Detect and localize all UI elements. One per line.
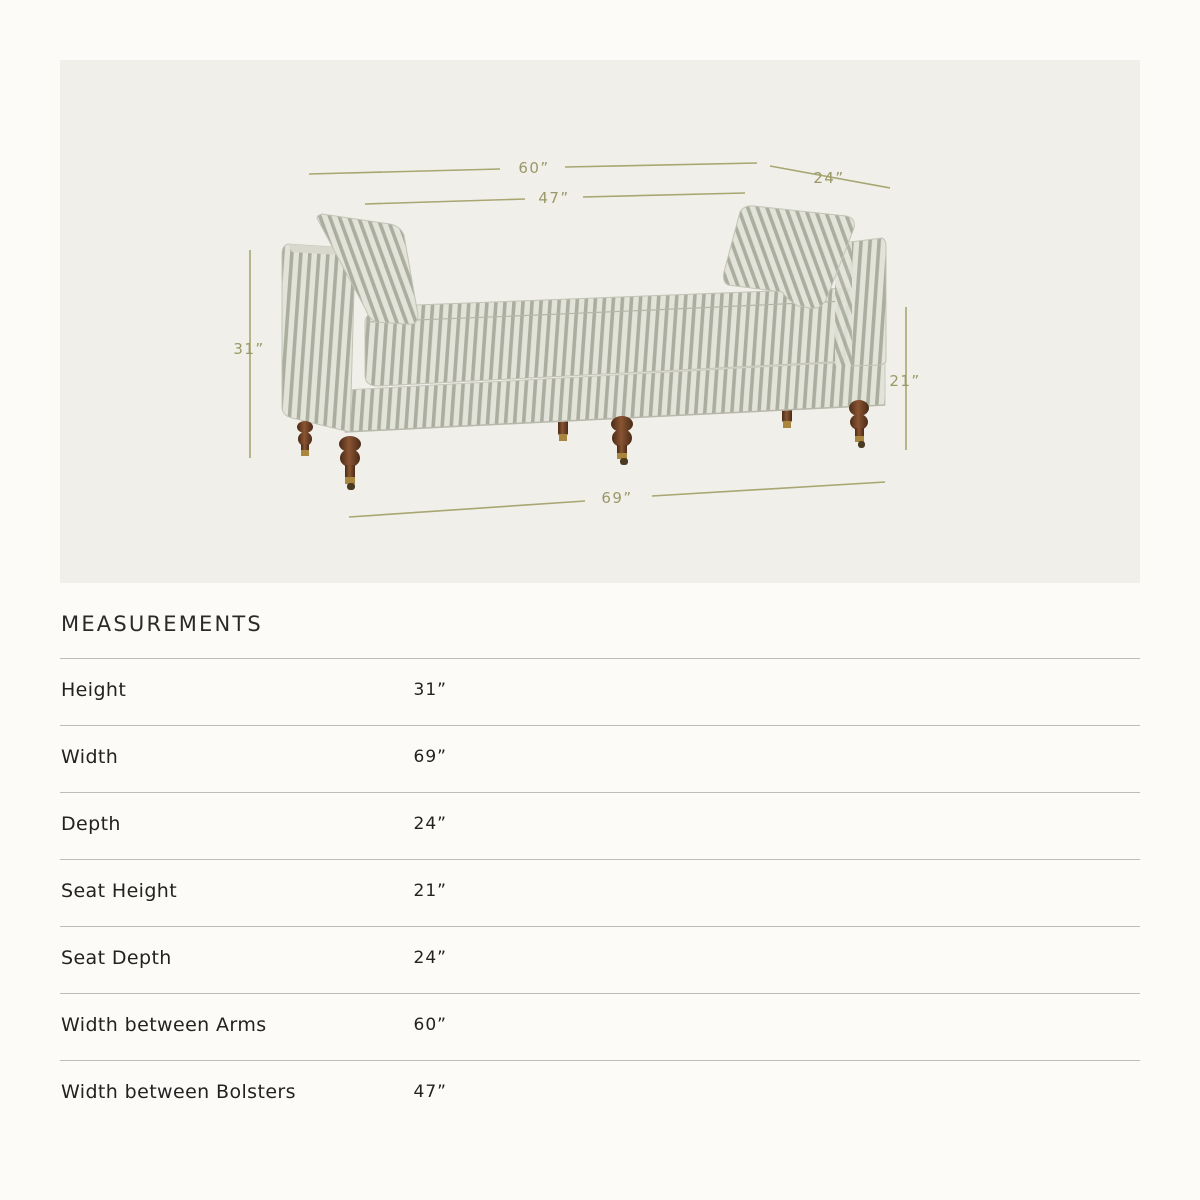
measurement-label: Seat Depth bbox=[61, 947, 172, 969]
product-dimension-figure bbox=[60, 60, 1140, 583]
measurement-label: Height bbox=[61, 679, 127, 701]
measurement-label: Width between Bolsters bbox=[61, 1081, 296, 1103]
right-arm bbox=[850, 238, 886, 366]
dim-width: 69” bbox=[601, 489, 633, 507]
bench-illustration bbox=[60, 60, 1140, 583]
measurements-table bbox=[60, 658, 1140, 1127]
left-arm bbox=[282, 244, 355, 432]
measurement-value: 21” bbox=[413, 881, 447, 901]
dim-seat-height: 21” bbox=[889, 372, 921, 390]
table-row bbox=[60, 793, 1140, 860]
measurement-label: Seat Height bbox=[61, 880, 178, 902]
table-row bbox=[60, 860, 1140, 927]
measurement-value: 31” bbox=[413, 680, 447, 700]
measurement-label: Width between Arms bbox=[61, 1014, 267, 1036]
table-row bbox=[60, 927, 1140, 994]
measurement-value: 69” bbox=[413, 747, 447, 767]
measurement-value: 60” bbox=[413, 1015, 447, 1035]
dim-line-bolsters-left bbox=[365, 199, 525, 204]
table-row bbox=[60, 659, 1140, 726]
measurement-value: 24” bbox=[413, 948, 447, 968]
measurement-label: Depth bbox=[61, 813, 121, 835]
dim-line-width-between-arms-right bbox=[565, 163, 757, 167]
table-row bbox=[60, 1061, 1140, 1127]
dim-height: 31” bbox=[233, 340, 265, 358]
table-row bbox=[60, 726, 1140, 793]
dim-width-between-arms: 60” bbox=[518, 159, 550, 177]
dim-line-bolsters-right bbox=[583, 193, 745, 197]
dim-line-width-right bbox=[652, 482, 885, 496]
dim-line-width-between-arms-left bbox=[309, 169, 500, 174]
dim-width-between-bolsters: 47” bbox=[538, 189, 570, 207]
dim-depth: 24” bbox=[813, 169, 845, 187]
measurement-value: 47” bbox=[413, 1082, 447, 1102]
table-row bbox=[60, 994, 1140, 1061]
measurement-label: Width bbox=[61, 746, 119, 768]
measurement-value: 24” bbox=[413, 814, 447, 834]
dim-line-width-left bbox=[349, 501, 585, 517]
measurements-heading: MEASUREMENTS bbox=[61, 612, 263, 636]
